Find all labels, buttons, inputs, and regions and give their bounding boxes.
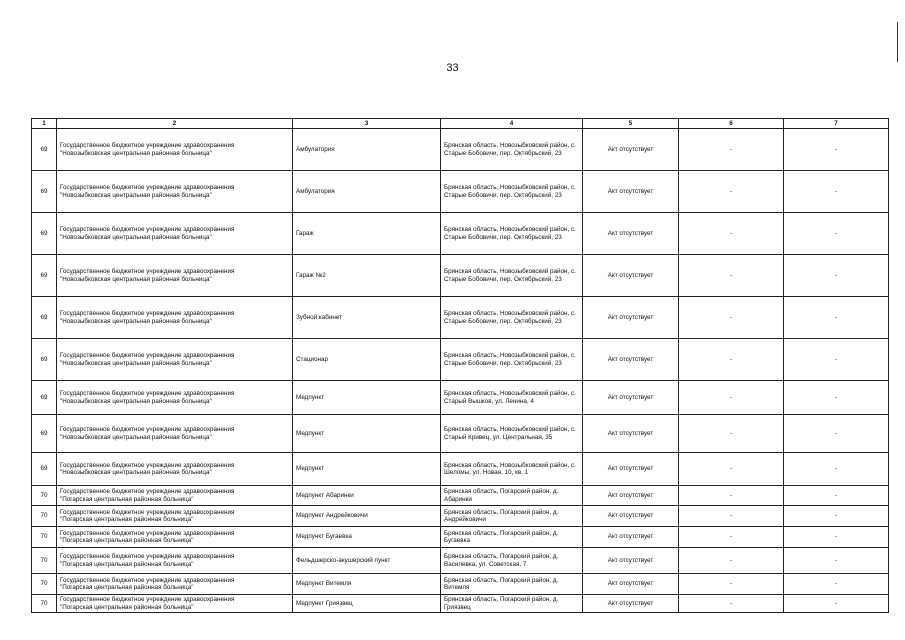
column-header-5: 5 — [583, 119, 679, 129]
column-6-cell: - — [679, 339, 784, 381]
act-status-cell: Акт отсутствует — [583, 381, 679, 415]
act-status-cell: Акт отсутствует — [583, 129, 679, 171]
object-name-cell: Фельдшерско-акушерский пункт — [293, 548, 441, 574]
row-number-cell: 70 — [32, 527, 57, 548]
address-cell: Брянская область, Новозыбковский район, с. Старый Вышков, ул. Ленина, 4 — [441, 381, 583, 415]
object-name-cell: Медпункт — [293, 415, 441, 453]
organization-cell — [57, 595, 293, 613]
object-name-cell: Стационар — [293, 339, 441, 381]
organization-cell — [57, 415, 293, 453]
act-status-cell: Акт отсутствует — [583, 339, 679, 381]
object-name-cell: Гараж — [293, 213, 441, 255]
row-number-cell: 70 — [32, 595, 57, 613]
address-cell: Брянская область, Новозыбковский район, с. Шеломы, ул. Новая, 10, кв. 1 — [441, 453, 583, 486]
organization-name: "Погарская центральная районная больница" — [60, 495, 194, 503]
organization-type: Государственное бюджетное учреждение здравоохранения — [60, 576, 235, 584]
organization-cell — [57, 506, 293, 527]
act-status-cell: Акт отсутствует — [583, 527, 679, 548]
organization-cell — [57, 381, 293, 415]
row-number-cell: 70 — [32, 574, 57, 595]
table-row — [32, 595, 889, 613]
act-status-cell: Акт отсутствует — [583, 297, 679, 339]
act-status-cell: Акт отсутствует — [583, 213, 679, 255]
row-number-cell: 69 — [32, 129, 57, 171]
column-header-6: 6 — [679, 119, 784, 129]
row-number-cell: 69 — [32, 339, 57, 381]
header-row — [32, 119, 889, 129]
column-6-cell: - — [679, 415, 784, 453]
column-6-cell: - — [679, 381, 784, 415]
address-cell: Брянская область, Погарский район, д. Андрейковичи — [441, 506, 583, 527]
column-7-cell: - — [784, 453, 889, 486]
act-status-cell: Акт отсутствует — [583, 415, 679, 453]
row-number-cell: 69 — [32, 255, 57, 297]
organization-type: Государственное бюджетное учреждение здравоохранения — [60, 488, 235, 496]
organization-name: "Новозыбковская центральная районная больница" — [60, 233, 212, 241]
organization-name: "Погарская центральная районная больница" — [60, 603, 194, 611]
organization-cell — [57, 339, 293, 381]
row-number-cell: 70 — [32, 486, 57, 506]
column-6-cell: - — [679, 129, 784, 171]
organization-type: Государственное бюджетное учреждение здравоохранения — [60, 529, 235, 537]
column-7-cell: - — [784, 415, 889, 453]
organization-type: Государственное бюджетное учреждение здравоохранения — [60, 184, 235, 192]
address-cell: Брянская область, Новозыбковский район, с. Старый Кривец, ул. Центральная, 35 — [441, 415, 583, 453]
organization-name: "Новозыбковская центральная районная больница" — [60, 317, 212, 325]
organization-cell — [57, 486, 293, 506]
act-status-cell: Акт отсутствует — [583, 171, 679, 213]
column-7-cell: - — [784, 339, 889, 381]
organization-type: Государственное бюджетное учреждение здравоохранения — [60, 553, 235, 561]
column-6-cell: - — [679, 506, 784, 527]
table-row — [32, 548, 889, 574]
organization-type: Государственное бюджетное учреждение здравоохранения — [60, 426, 235, 434]
column-header-7: 7 — [784, 119, 889, 129]
column-7-cell: - — [784, 213, 889, 255]
column-6-cell: - — [679, 453, 784, 486]
organization-name: "Новозыбковская центральная районная больница" — [60, 359, 212, 367]
table-row — [32, 339, 889, 381]
organization-type: Государственное бюджетное учреждение здравоохранения — [60, 461, 235, 469]
organization-name: "Новозыбковская центральная районная больница" — [60, 397, 212, 405]
column-7-cell: - — [784, 506, 889, 527]
column-7-cell: - — [784, 595, 889, 613]
organization-cell — [57, 171, 293, 213]
column-7-cell: - — [784, 255, 889, 297]
act-status-cell: Акт отсутствует — [583, 506, 679, 527]
organization-type: Государственное бюджетное учреждение здравоохранения — [60, 596, 235, 604]
column-6-cell: - — [679, 213, 784, 255]
column-7-cell: - — [784, 381, 889, 415]
row-number-cell: 70 — [32, 548, 57, 574]
address-cell: Брянская область, Новозыбковский район, с. Старые Бобовичи, пер. Октябрьский, 23 — [441, 129, 583, 171]
table-row — [32, 453, 889, 486]
organization-cell — [57, 548, 293, 574]
object-name-cell: Медпункт Гриязвец — [293, 595, 441, 613]
act-status-cell: Акт отсутствует — [583, 453, 679, 486]
table-row — [32, 171, 889, 213]
column-6-cell: - — [679, 297, 784, 339]
address-cell: Брянская область, Новозыбковский район, с. Старые Бобовичи, пер. Октябрьский, 23 — [441, 171, 583, 213]
organization-type: Государственное бюджетное учреждение здравоохранения — [60, 310, 235, 318]
column-7-cell: - — [784, 486, 889, 506]
address-cell: Брянская область, Новозыбковский район, с. Старые Бобовичи, пер. Октябрьский, 23 — [441, 213, 583, 255]
column-6-cell: - — [679, 486, 784, 506]
table-row — [32, 381, 889, 415]
table-row — [32, 486, 889, 506]
table-row — [32, 506, 889, 527]
act-status-cell: Акт отсутствует — [583, 548, 679, 574]
object-name-cell: Медпункт Бугаевка — [293, 527, 441, 548]
act-status-cell: Акт отсутствует — [583, 255, 679, 297]
row-number-cell: 69 — [32, 297, 57, 339]
table-row — [32, 415, 889, 453]
column-6-cell: - — [679, 171, 784, 213]
object-name-cell: Медпункт Андрейковичи — [293, 506, 441, 527]
organization-name: "Новозыбковская центральная районная больница" — [60, 149, 212, 157]
row-number-cell: 69 — [32, 171, 57, 213]
organization-cell — [57, 213, 293, 255]
organization-cell — [57, 255, 293, 297]
column-6-cell: - — [679, 574, 784, 595]
object-name-cell: Медпункт Витемля — [293, 574, 441, 595]
object-name-cell: Гараж №2 — [293, 255, 441, 297]
table-row — [32, 129, 889, 171]
table-row — [32, 255, 889, 297]
column-6-cell: - — [679, 527, 784, 548]
column-6-cell: - — [679, 595, 784, 613]
column-7-cell: - — [784, 548, 889, 574]
act-status-cell: Акт отсутствует — [583, 595, 679, 613]
organization-type: Государственное бюджетное учреждение здравоохранения — [60, 508, 235, 516]
column-6-cell: - — [679, 255, 784, 297]
registry-table — [31, 118, 889, 613]
organization-cell — [57, 574, 293, 595]
organization-type: Государственное бюджетное учреждение здравоохранения — [60, 226, 235, 234]
organization-name: "Погарская центральная районная больница" — [60, 560, 194, 568]
column-header-2: 2 — [57, 119, 293, 129]
table-row — [32, 527, 889, 548]
table-row — [32, 297, 889, 339]
column-header-1: 1 — [32, 119, 57, 129]
object-name-cell: Медпункт — [293, 381, 441, 415]
column-7-cell: - — [784, 527, 889, 548]
object-name-cell: Амбулатория — [293, 129, 441, 171]
organization-type: Государственное бюджетное учреждение здравоохранения — [60, 268, 235, 276]
address-cell: Брянская область, Погарский район, д. Абаринки — [441, 486, 583, 506]
organization-cell — [57, 453, 293, 486]
column-7-cell: - — [784, 574, 889, 595]
row-number-cell: 69 — [32, 213, 57, 255]
object-name-cell: Амбулатория — [293, 171, 441, 213]
table-row — [32, 574, 889, 595]
organization-name: "Новозыбковская центральная районная больница" — [60, 433, 212, 441]
column-7-cell: - — [784, 171, 889, 213]
table-header — [32, 119, 889, 129]
object-name-cell: Медпункт Абаринки — [293, 486, 441, 506]
row-number-cell: 69 — [32, 381, 57, 415]
address-cell: Брянская область, Новозыбковский район, с. Старые Бобовичи, пер. Октябрьский, 23 — [441, 297, 583, 339]
table-body — [32, 129, 889, 613]
address-cell: Брянская область, Новозыбковский район, с. Старые Бобовичи, пер. Октябрьский, 23 — [441, 339, 583, 381]
address-cell: Брянская область, Погарский район, д. Гриязвец — [441, 595, 583, 613]
organization-name: "Новозыбковская центральная районная больница" — [60, 191, 212, 199]
column-7-cell: - — [784, 129, 889, 171]
page-edge-line — [897, 22, 898, 62]
row-number-cell: 69 — [32, 415, 57, 453]
table-row — [32, 213, 889, 255]
address-cell: Брянская область, Погарский район, д. Витемля — [441, 574, 583, 595]
organization-cell — [57, 297, 293, 339]
act-status-cell: Акт отсутствует — [583, 486, 679, 506]
row-number-cell: 70 — [32, 506, 57, 527]
organization-cell — [57, 129, 293, 171]
organization-name: "Новозыбковская центральная районная больница" — [60, 275, 212, 283]
organization-name: "Погарская центральная районная больница" — [60, 584, 194, 591]
column-header-4: 4 — [441, 119, 583, 129]
act-status-cell: Акт отсутствует — [583, 574, 679, 595]
column-6-cell: - — [679, 548, 784, 574]
address-cell: Брянская область, Погарский район, д. Василевка, ул. Советская, 7 — [441, 548, 583, 574]
organization-type: Государственное бюджетное учреждение здравоохранения — [60, 142, 235, 150]
column-7-cell: - — [784, 297, 889, 339]
address-cell: Брянская область, Новозыбковский район, с. Старые Бобовичи, пер. Октябрьский, 23 — [441, 255, 583, 297]
organization-cell — [57, 527, 293, 548]
organization-name: "Новозыбковская центральная районная больница" — [60, 469, 212, 476]
address-cell: Брянская область, Погарский район, д. Бугаевка — [441, 527, 583, 548]
column-header-3: 3 — [293, 119, 441, 129]
row-number-cell: 69 — [32, 453, 57, 486]
page-number: 33 — [446, 62, 459, 74]
object-name-cell: Зубной кабинет — [293, 297, 441, 339]
object-name-cell: Медпункт — [293, 453, 441, 486]
organization-type: Государственное бюджетное учреждение здравоохранения — [60, 390, 235, 398]
organization-name: "Погарская центральная районная больница" — [60, 537, 194, 544]
organization-type: Государственное бюджетное учреждение здравоохранения — [60, 352, 235, 360]
organization-name: "Погарская центральная районная больница" — [60, 516, 194, 523]
